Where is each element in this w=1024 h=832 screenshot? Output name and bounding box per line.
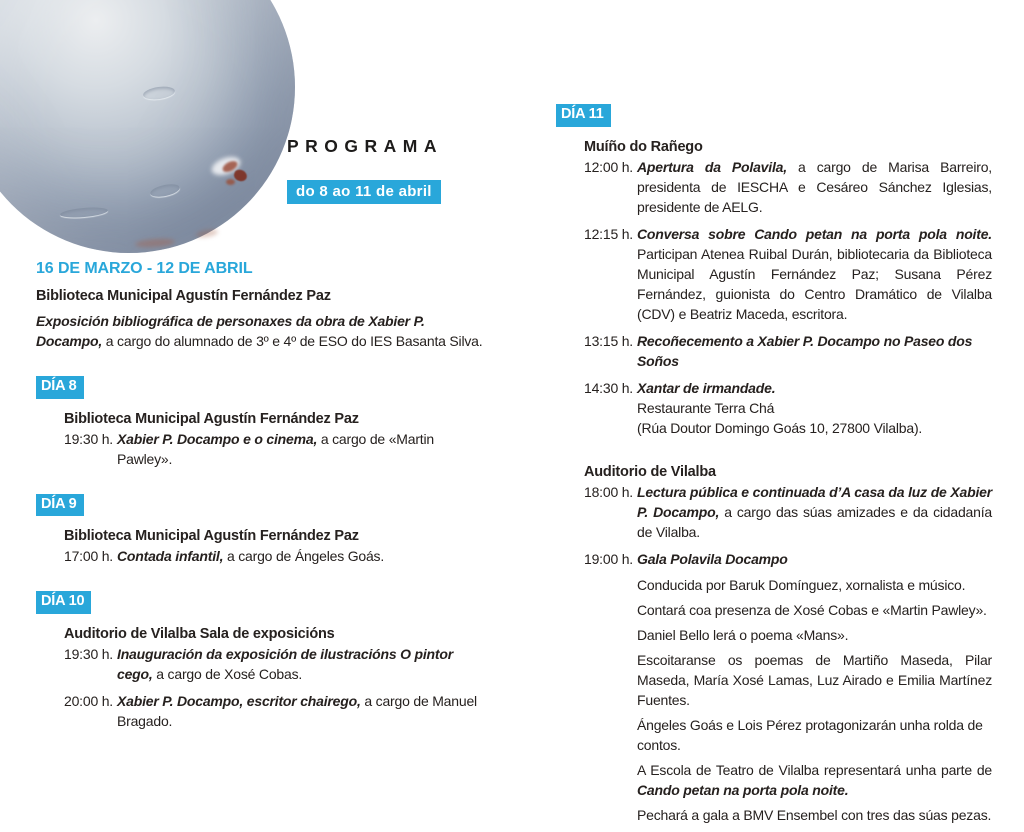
event-time: 19:30 h.	[64, 645, 113, 662]
planet-red-spot	[226, 179, 235, 185]
event-title: Gala Polavila Docampo	[637, 550, 788, 567]
left-column	[36, 259, 492, 738]
venue-heading: Auditorio de Vilalba Sala de exposicións	[64, 625, 335, 642]
event-text	[117, 546, 492, 566]
day-9-section	[36, 493, 492, 567]
event-time: 19:00 h.	[584, 550, 633, 567]
event-time: 12:00 h.	[584, 158, 633, 175]
event-time: 20:00 h.	[64, 692, 113, 709]
planet-red-spot	[233, 168, 249, 182]
event-row	[584, 549, 992, 825]
planet-red-streak	[135, 238, 175, 249]
event-row	[584, 482, 992, 542]
event-description: a cargo do alumnado de 3º e 4º de ESO do IES Basanta Silva.	[105, 333, 483, 349]
event-time: 19:30 h.	[64, 430, 113, 447]
event-text	[637, 482, 992, 542]
gala-item: Conducida por Baruk Domínguez, xornalista e músico.	[637, 576, 966, 593]
intro-section	[36, 259, 492, 351]
gala-item: Ángeles Goás e Lois Pérez protagonizarán unha rolda de contos.	[637, 716, 983, 753]
gala-item: Escoitaranse os poemas de Martiño Maseda, Pilar Maseda, María Xosé Lamas, Luz Airado e Emilia Martínez Fuentes.	[637, 651, 992, 708]
venue-heading: Auditorio de Vilalba	[584, 463, 716, 480]
event-description: a cargo de Marisa Barreiro, presidenta de IESCHA e Cesáreo Sánchez Iglesias, presidente de AELG.	[637, 158, 992, 215]
event-title: Xabier P. Docampo e o cinema,	[117, 430, 318, 447]
planet-crater	[149, 182, 181, 199]
planet-red-streak	[196, 228, 219, 239]
venue-heading: Muíño do Rañego	[584, 138, 703, 155]
event-time: 12:15 h.	[584, 225, 633, 242]
event-description: a cargo de «Martin Pawley».	[117, 430, 434, 467]
day-10-label: DÍA 10	[36, 591, 91, 614]
event-title: Conversa sobre Cando petan na porta pola noite.	[637, 225, 992, 242]
day-9-label: DÍA 9	[36, 494, 84, 517]
date-badge: do 8 ao 11 de abril	[287, 180, 441, 204]
event-row	[584, 224, 992, 324]
intro-event	[36, 311, 492, 351]
gala-item-emphasis: Cando petan na porta pola noite.	[637, 781, 849, 798]
gala-item: Pechará a gala a BMV Ensembel con tres das súas pezas.	[637, 806, 992, 823]
day-10-body	[64, 624, 492, 731]
event-text	[117, 644, 492, 684]
event-time: 14:30 h.	[584, 379, 633, 396]
day-11-body	[584, 137, 992, 825]
event-row	[64, 691, 492, 731]
event-row	[64, 429, 492, 469]
event-venue-line: Restaurante Terra Chá	[637, 399, 775, 416]
event-row	[64, 644, 492, 684]
page-title: PROGRAMA	[287, 136, 444, 156]
intro-date-range: 16 DE MARZO - 12 DE ABRIL	[36, 260, 253, 277]
event-text	[637, 224, 992, 324]
event-title: Lectura pública e continuada d’A casa da luz de Xabier P. Docampo,	[637, 483, 992, 520]
event-time: 17:00 h.	[64, 548, 113, 564]
day-11-label: DÍA 11	[556, 104, 611, 127]
planet-crater	[142, 85, 175, 101]
event-title: Contada infantil,	[117, 548, 224, 564]
gala-item	[637, 760, 992, 800]
event-row	[584, 157, 992, 217]
day-8-label: DÍA 8	[36, 376, 84, 399]
venue-heading: Biblioteca Municipal Agustín Fernández Paz	[36, 288, 331, 304]
venue-heading: Biblioteca Municipal Agustín Fernández Paz	[64, 410, 359, 427]
event-title: Apertura da Polavila,	[637, 158, 787, 175]
planet-crater	[60, 206, 109, 219]
day-8-section	[36, 375, 492, 469]
event-time: 13:15 h.	[584, 332, 633, 349]
gala-item: Contará coa presenza de Xosé Cobas e «Martin Pawley».	[637, 601, 987, 618]
event-text	[117, 429, 492, 469]
event-time: 18:00 h.	[584, 483, 633, 500]
day-8-body	[64, 409, 492, 469]
venue-heading: Biblioteca Municipal Agustín Fernández Paz	[64, 528, 359, 544]
gala-item: Daniel Bello lerá o poema «Mans».	[637, 626, 849, 643]
event-description: a cargo de Ángeles Goás.	[226, 548, 385, 564]
event-title: Xabier P. Docampo, escritor chairego,	[117, 692, 361, 709]
day-10-section	[36, 590, 492, 731]
event-text	[637, 549, 992, 825]
planet-image	[0, 0, 295, 253]
event-row	[64, 546, 492, 566]
gala-item-text: A Escola de Teatro de Vilalba representará unha parte de	[637, 761, 992, 778]
event-text	[117, 691, 492, 731]
event-title: Inauguración da exposición de ilustracións O pintor cego,	[117, 645, 453, 682]
event-title: Exposición bibliográfica de personaxes da obra de Xabier P. Docampo,	[36, 313, 425, 349]
event-text	[637, 378, 992, 438]
event-description: a cargo de Xosé Cobas.	[156, 665, 303, 682]
event-description: Participan Atenea Ruibal Durán, bibliotecaria da Biblioteca Municipal Agustín Fernández Paz; Susana Pérez Fernández, guionista do Centro Dramático de Vilalba (CDV) e Beatriz Maceda, escritora.	[637, 245, 992, 322]
event-title: Xantar de irmandade.	[637, 379, 776, 396]
event-row	[584, 331, 992, 371]
header	[287, 136, 443, 204]
event-text	[637, 331, 992, 371]
day-9-body	[64, 526, 492, 566]
event-title: Recoñecemento a Xabier P. Docampo no Paseo dos Soños	[637, 332, 973, 369]
event-text	[637, 157, 992, 217]
right-column	[556, 103, 992, 832]
event-row	[584, 378, 992, 438]
event-description: a cargo de Manuel Bragado.	[117, 692, 477, 729]
event-address-line: (Rúa Doutor Domingo Goás 10, 27800 Vilalba).	[637, 419, 923, 436]
event-description: a cargo das súas amizades e da cidadanía de Vilalba.	[637, 503, 992, 540]
